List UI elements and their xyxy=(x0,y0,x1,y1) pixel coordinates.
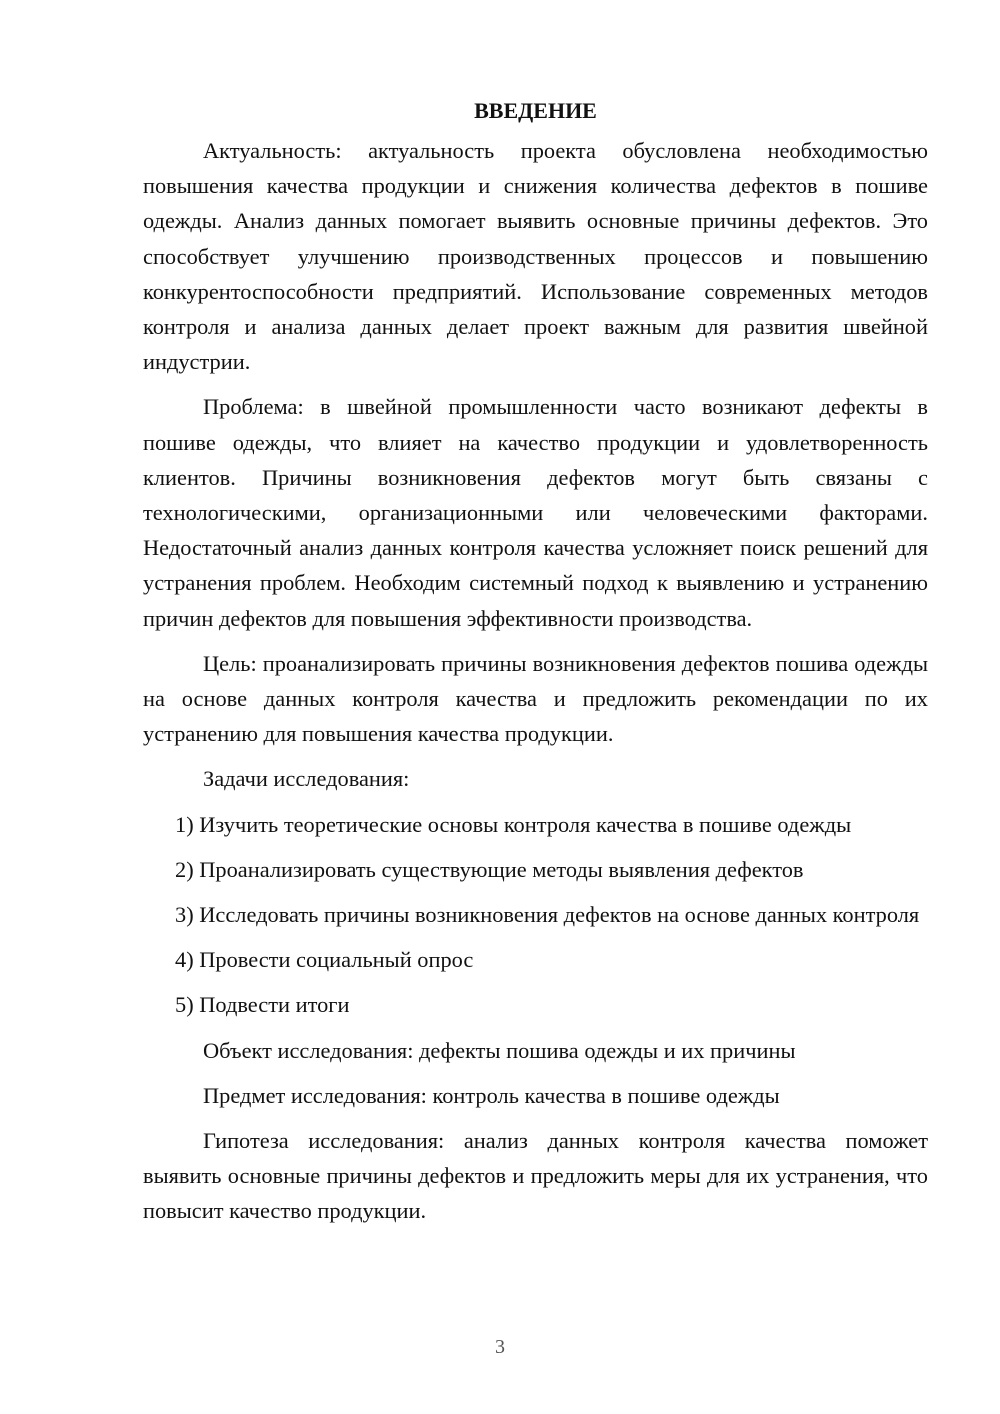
hypothesis-paragraph: Гипотеза исследования: анализ данных контроля качества поможет выявить основные причины дефектов и предложить меры для их устранения, что повысит качество продукции. xyxy=(143,1128,928,1224)
tasks-heading: Задачи исследования: xyxy=(203,766,410,792)
document-page xyxy=(143,95,928,1239)
task-item-3: 3) Исследовать причины возникновения дефектов на основе данных контроля xyxy=(175,902,920,928)
problem-paragraph: Проблема: в швейной промышленности часто возникают дефекты в пошиве одежды, что влияет на качество продукции и удовлетворенность клиентов. Причины возникновения дефектов могут быть связаны с технологическими, организационными или человеческими факторами. Недостаточный анализ данных контроля качества усложняет поиск решений для устранения проблем. Необходим системный подход к выявлению и устранению причин дефектов для повышения эффективности производства. xyxy=(143,394,928,631)
goal-paragraph: Цель: проанализировать причины возникновения дефектов пошива одежды на основе данных контроля качества и предложить рекомендации по их устранению для повышения качества продукции. xyxy=(143,650,928,747)
section-title: ВВЕДЕНИЕ xyxy=(474,98,597,123)
page-number: 3 xyxy=(495,1336,505,1358)
relevance-paragraph: Актуальность: актуальность проекта обусловлена необходимостью повышения качества продукции и снижения количества дефектов в пошиве одежды. Анализ данных помогает выявить основные причины дефектов. Это способствует улучшению производственных процессов и повышению конкурентоспособности предприятий. Использование современных методов контроля и анализа данных делает проект важным для развития швейной индустрии. xyxy=(143,138,928,375)
task-item-2: 2) Проанализировать существующие методы выявления дефектов xyxy=(175,856,804,882)
object-paragraph: Объект исследования: дефекты пошива одежды и их причины xyxy=(203,1037,796,1063)
task-item-5: 5) Подвести итоги xyxy=(175,992,350,1018)
subject-paragraph: Предмет исследования: контроль качества в пошиве одежды xyxy=(203,1082,780,1108)
task-item-4: 4) Провести социальный опрос xyxy=(175,947,474,973)
task-item-1: 1) Изучить теоретические основы контроля качества в пошиве одежды xyxy=(175,811,852,837)
